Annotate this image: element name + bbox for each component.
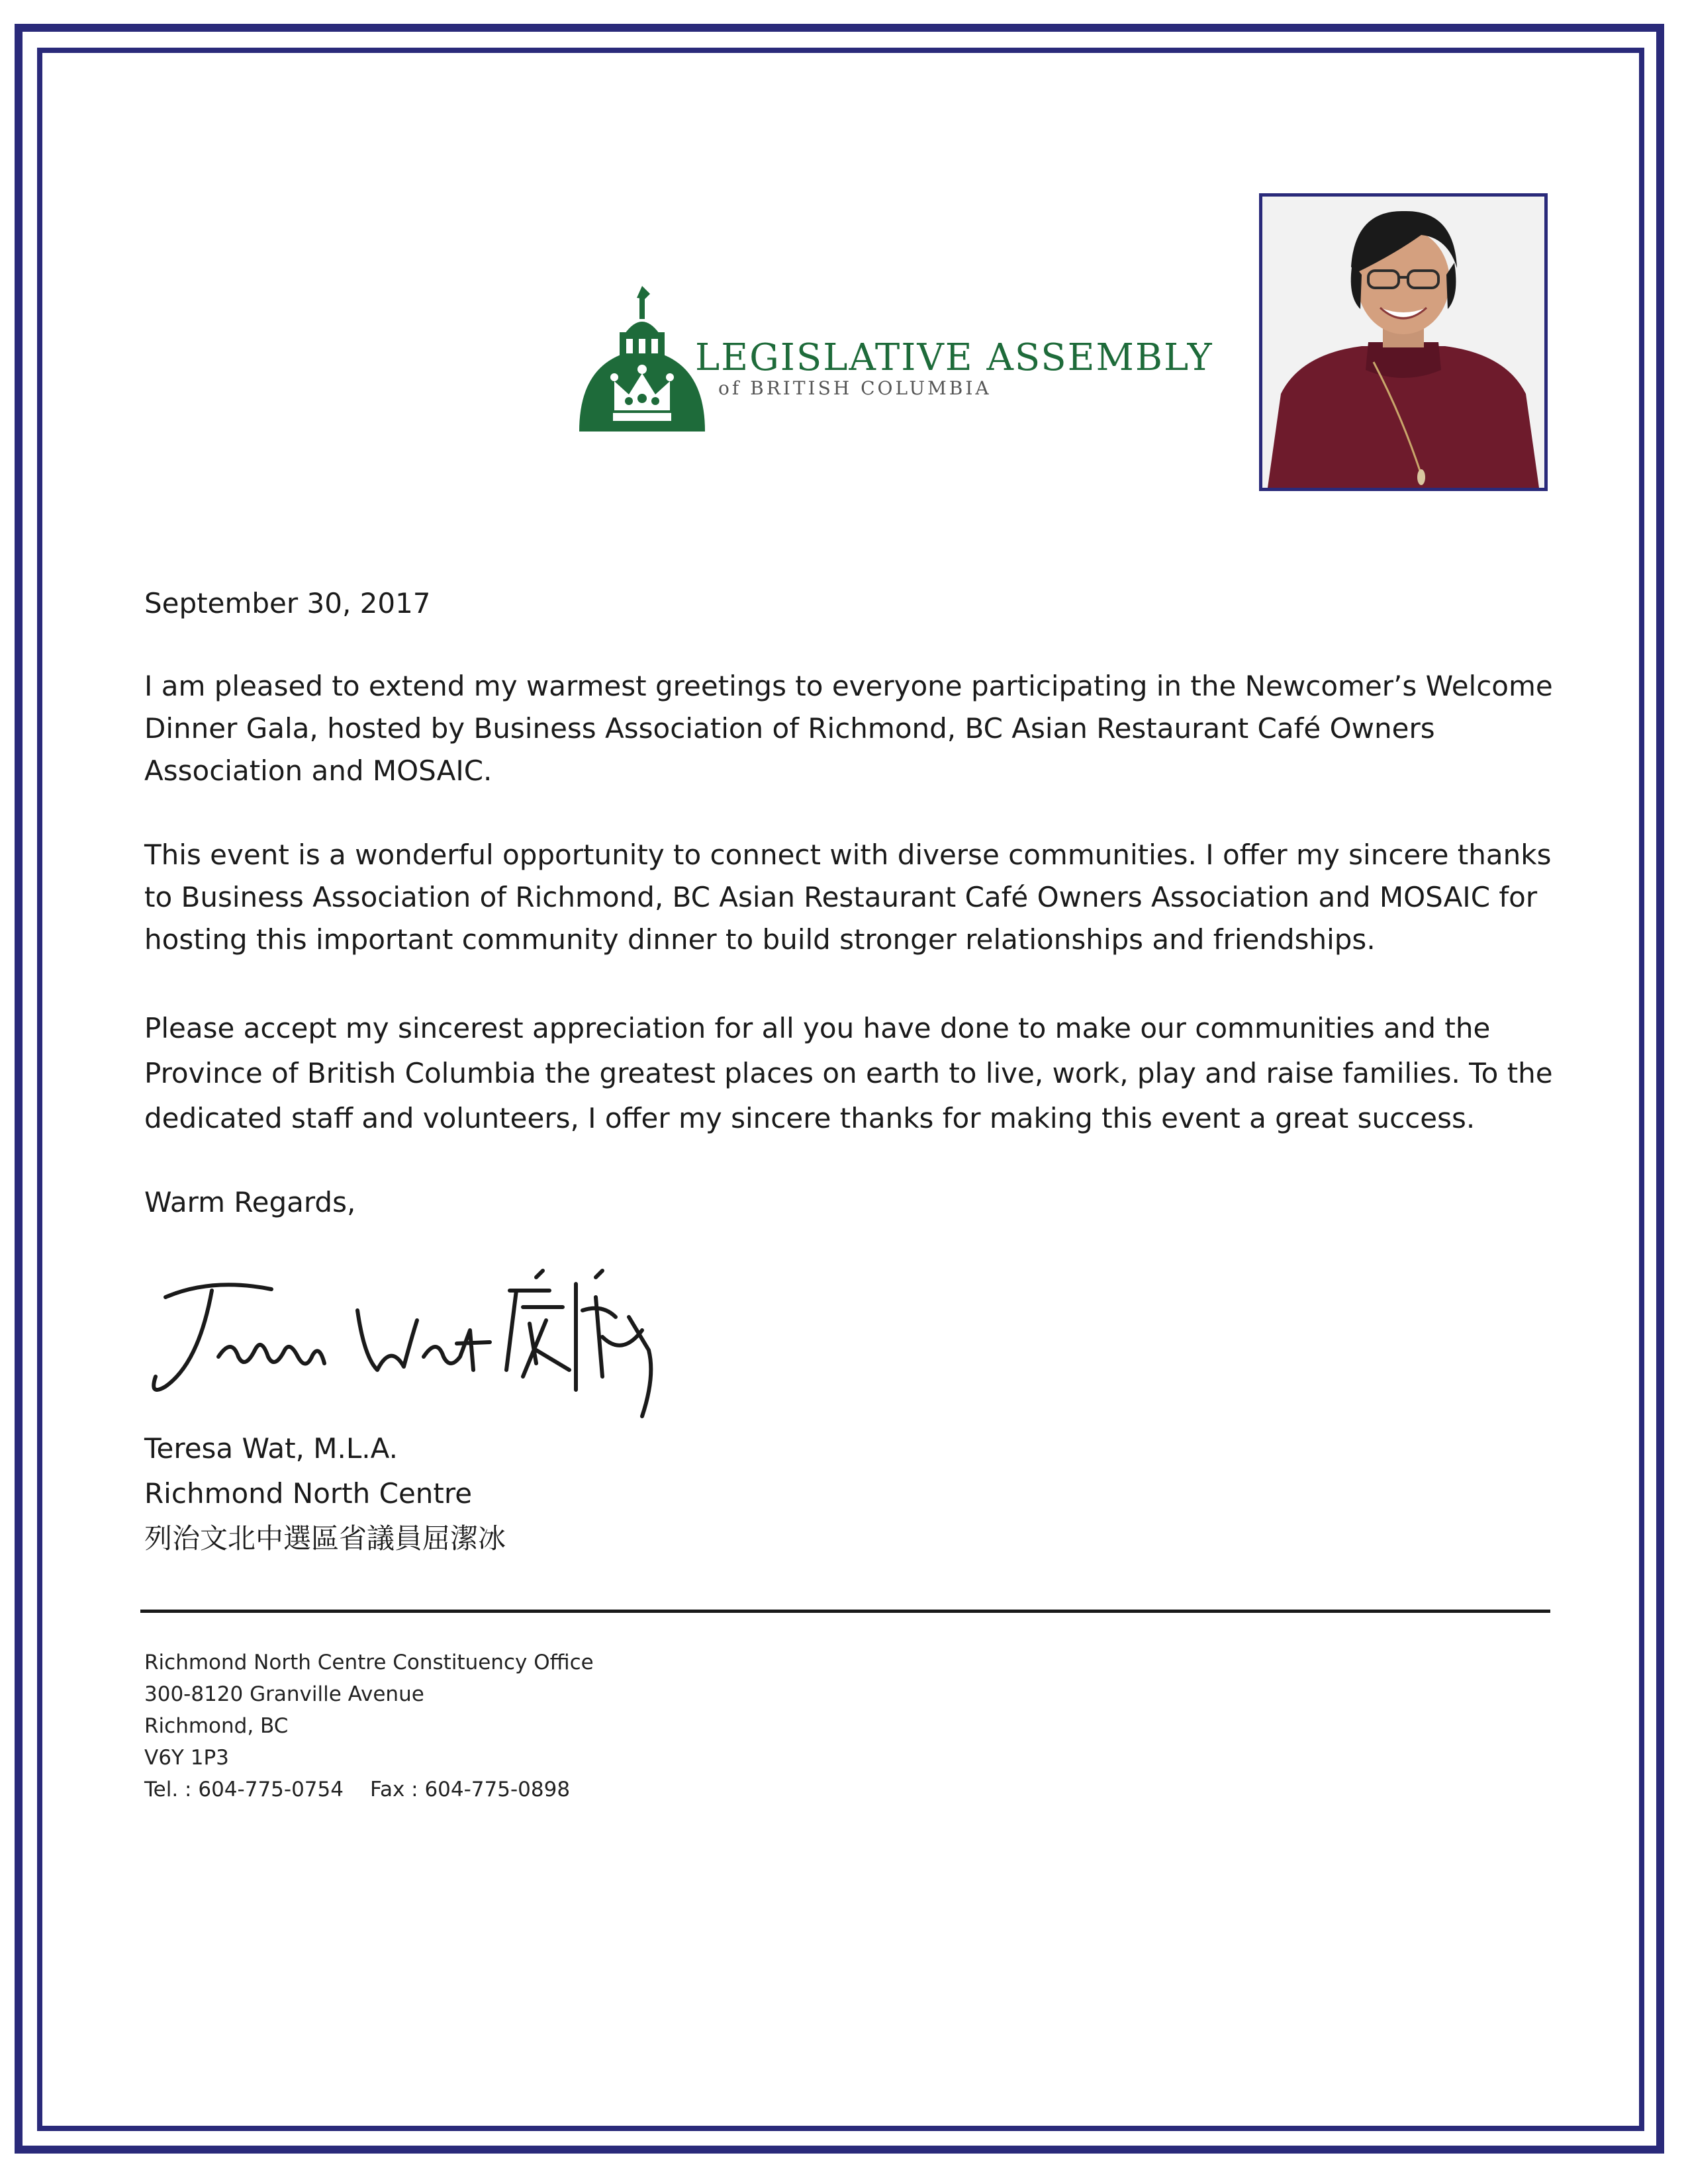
signer-block [144,1426,1561,1561]
office-city: Richmond, BC [144,1714,289,1738]
office-tel: Tel. : 604-775-0754 [144,1778,344,1801]
organization-subtitle: of BRITISH COLUMBIA [718,377,992,399]
office-name: Richmond North Centre Constituency Office [144,1651,594,1674]
letterhead-logo [576,285,1213,437]
legislature-dome-crown-icon [576,285,708,437]
handwritten-signature [139,1257,655,1426]
footer-divider [140,1610,1550,1613]
office-fax: Fax : 604-775-0898 [369,1778,571,1801]
signer-name: Teresa Wat, M.L.A. [144,1432,398,1465]
office-street: 300-8120 Granville Avenue [144,1682,424,1706]
portrait-photo [1259,193,1548,491]
office-phone-line [144,1774,594,1805]
paragraph-3: Please accept my sincerest appreciation for all you have done to make our communities and the Province of British Columbia the greatest places on earth to live, work, play and raise families. To the dedicated staff and volunteers, I offer my sincere thanks for making this event a great success. [144,1012,1553,1134]
organization-name: LEGISLATIVE ASSEMBLY [695,336,1213,379]
signer-riding: Richmond North Centre [144,1477,473,1510]
paragraph-2: This event is a wonderful opportunity to connect with diverse communities. I offer my sincere thanks to Business Association of Richmond, BC Asian Restaurant Café Owners Association and MOSAIC for hosting this important community dinner to build stronger relationships and friendships. [144,839,1552,956]
closing: Warm Regards, [144,1186,356,1218]
letter-date: September 30, 2017 [144,587,431,619]
paragraph-1: I am pleased to extend my warmest greetings to everyone participating in the Newcomer’s Welcome Dinner Gala, hosted by Business Association of Richmond, BC Asian Restaurant Café Owners Association and MOSAIC. [144,670,1553,787]
signer-chinese-title: 列治文北中選區省議員屈潔冰 [144,1522,506,1555]
office-postal: V6Y 1P3 [144,1746,229,1770]
office-address [144,1647,594,1805]
